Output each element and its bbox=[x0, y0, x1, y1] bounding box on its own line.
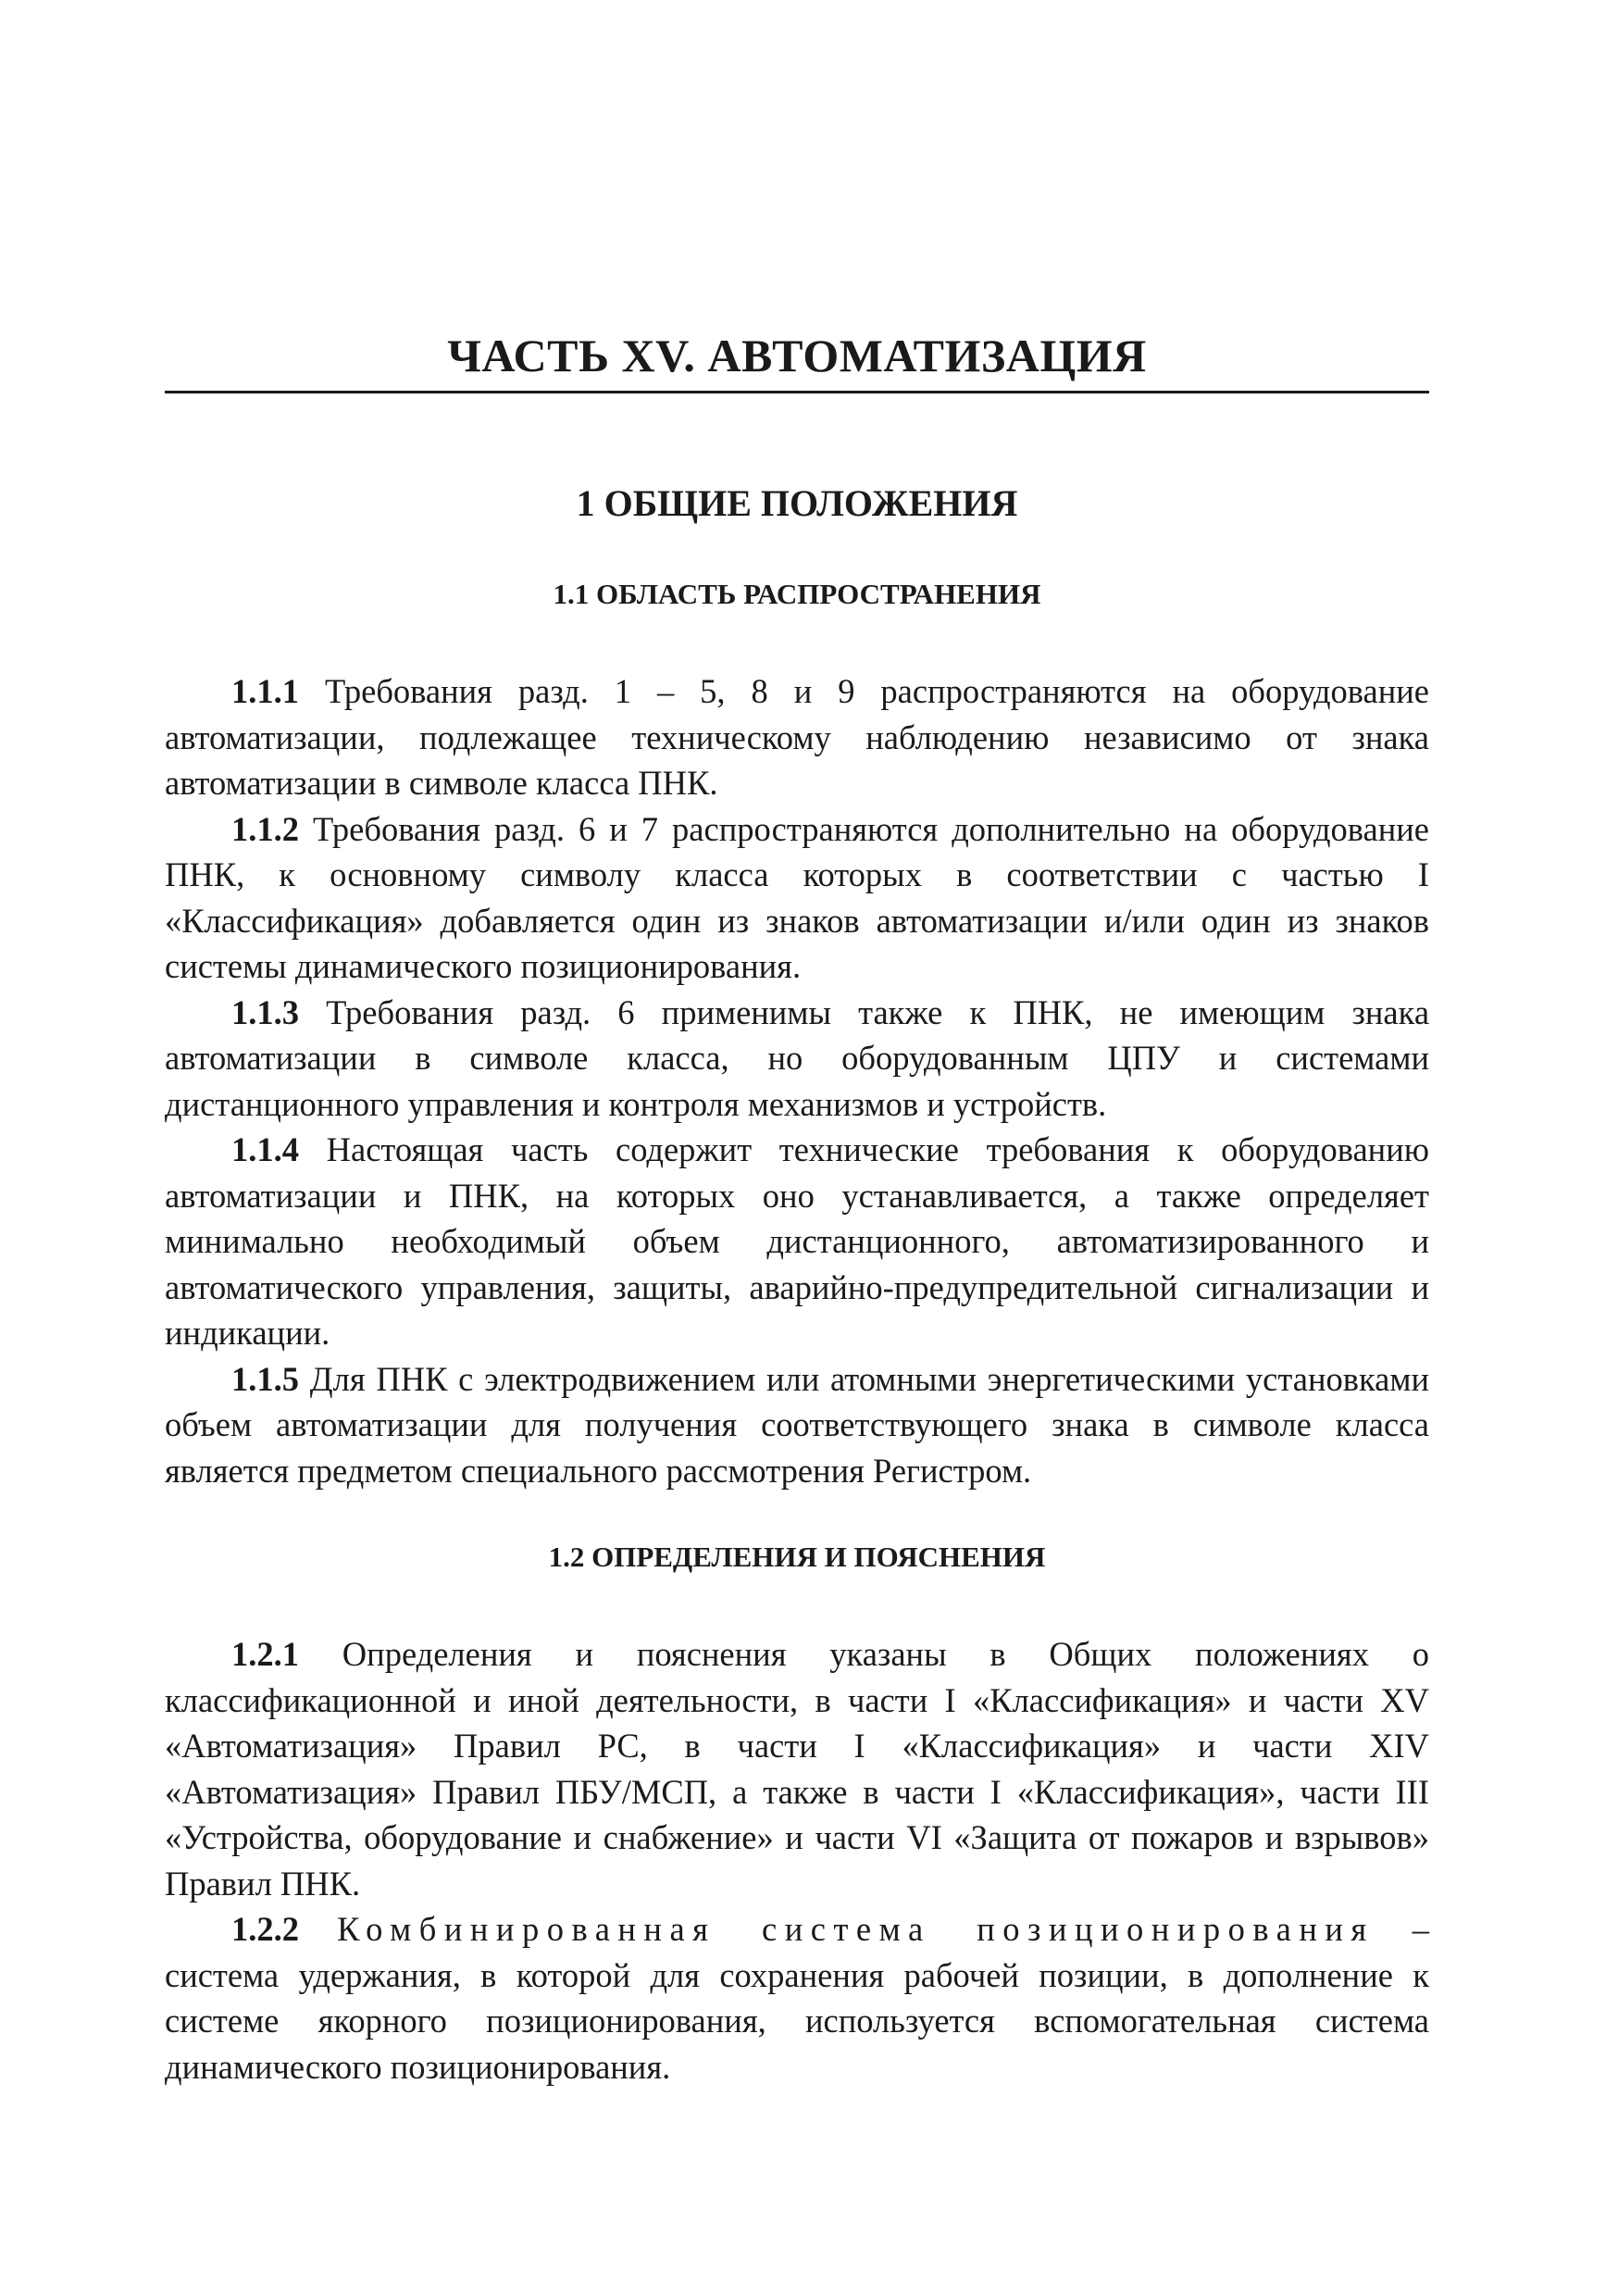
paragraph-number: 1.1.4 bbox=[231, 1130, 299, 1168]
paragraph-1-1-5 bbox=[165, 1356, 1429, 1494]
definitions-paragraphs bbox=[165, 1631, 1429, 2090]
paragraph-number: 1.1.2 bbox=[231, 809, 299, 848]
section-title: 1 ОБЩИЕ ПОЛОЖЕНИЯ bbox=[576, 482, 1018, 524]
subsection-title-scope: 1.1 ОБЛАСТЬ РАСПРОСТРАНЕНИЯ bbox=[553, 578, 1041, 610]
paragraph-number: 1.1.3 bbox=[231, 992, 299, 1031]
paragraph-text: Настоящая часть содержит технические требования к оборудованию автоматизации и ПНК, на которых оно устанавливается, а также определяет минимально необходимый объем дистанционного, автоматизированного и автоматического управления, защиты, аварийно-предупредительной сигнализации и индикации. bbox=[165, 1130, 1430, 1352]
paragraph-1-2-2 bbox=[165, 1906, 1429, 2090]
paragraph-number: 1.1.1 bbox=[231, 672, 299, 710]
paragraph-text: Требования разд. 6 и 7 распространяются дополнительно на оборудование ПНК, к основному символу класса которых в соответствии с частью I «Классификация» добавляется один из знаков автоматизации и/или один из знаков системы динамического позиционирования. bbox=[165, 809, 1430, 985]
paragraph-text: Определения и пояснения указаны в Общих положениях о классификационной и иной деятельности, в части I «Классификация» и части XV «Автоматизация» Правил РС, в части I «Классификация» и части XIV «Автоматизация» Правил ПБУ/МСП, а также в части I «Классификация», части III «Устройства, оборудование и снабжение» и части VI «Защита от пожаров и взрывов» Правил ПНК. bbox=[165, 1635, 1429, 1903]
paragraph-number: 1.2.2 bbox=[231, 1910, 299, 1948]
title-underline bbox=[165, 391, 1429, 393]
part-title: ЧАСТЬ XV. АВТОМАТИЗАЦИЯ bbox=[447, 330, 1147, 381]
paragraph-1-1-1 bbox=[165, 668, 1429, 806]
paragraph-number: 1.2.1 bbox=[231, 1635, 299, 1673]
paragraph-1-2-1 bbox=[165, 1631, 1429, 1906]
paragraph-1-1-3 bbox=[165, 990, 1429, 1128]
subsection-title-definitions: 1.2 ОПРЕДЕЛЕНИЯ И ПОЯСНЕНИЯ bbox=[548, 1541, 1046, 1573]
scope-paragraphs bbox=[165, 668, 1429, 1493]
paragraph-text: Требования разд. 6 применимы также к ПНК, не имеющим знака автоматизации в символе класса, но оборудованным ЦПУ и системами дистанционного управления и контроля механизмов и устройств. bbox=[165, 992, 1430, 1123]
paragraph-text: Для ПНК с электродвижением или атомными энергетическими установками объем автоматизации для получения соответствующего знака в символе класса является предметом специального рассмотрения Регистром. bbox=[165, 1359, 1429, 1490]
paragraph-text: – система удержания, в которой для сохранения рабочей позиции, в дополнение к системе якорного позиционирования, используется вспомогательная система динамического позиционирования. bbox=[165, 1910, 1430, 2086]
paragraph-1-1-4 bbox=[165, 1127, 1429, 1356]
paragraph-1-1-2 bbox=[165, 806, 1429, 990]
paragraph-text: Требования разд. 1 – 5, 8 и 9 распространяются на оборудование автоматизации, подлежащее техническому наблюдению независимо от знака автоматизации в символе класса ПНК. bbox=[165, 672, 1430, 802]
defined-term: Комбинированная система позиционирования bbox=[337, 1910, 1375, 1948]
paragraph-number: 1.1.5 bbox=[231, 1359, 299, 1398]
